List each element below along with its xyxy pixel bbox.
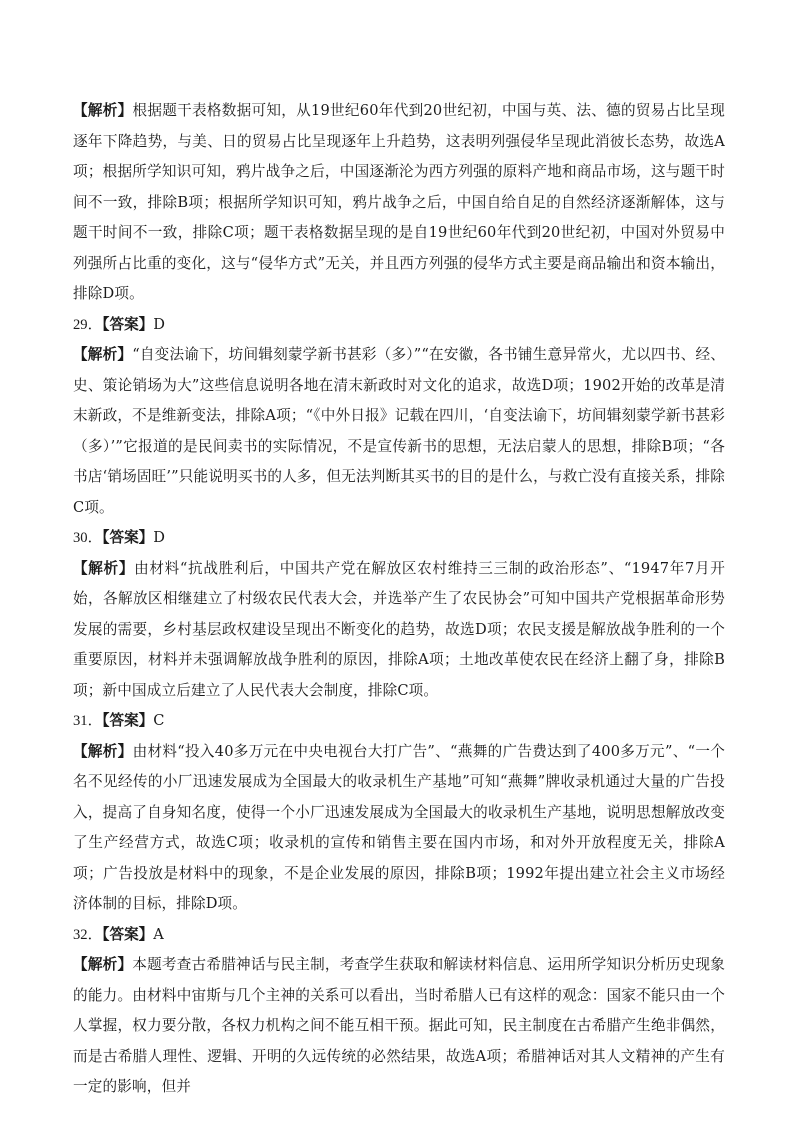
analysis-30	[73, 554, 725, 707]
answer-31	[73, 706, 725, 737]
analysis-29	[73, 340, 725, 523]
analysis-text: 由材料“投入40多万元在中央电视台大打广告”、“燕舞的广告费达到了400多万元”、“一个名不见经传的小厂迅速发展成为全国最大的收录机生产基地”可知“燕舞”牌收录机通过大量的广告投入，提高了自身知名度，使得一个小厂迅速发展成为全国最大的收录机生产基地，说明思想解放改变了生产经营方式，故选C项；收录机的宣传和销售主要在国内市场，和对外开放程度无关，排除A项；广告投放是材料中的现象，不是企业发展的原因，排除B项；1992年提出建立社会主义市场经济体制的目标，排除D项。	[73, 742, 725, 912]
analysis-tag: 【解析】	[73, 102, 133, 119]
answer-tag: 【答案】	[102, 529, 154, 546]
document-page	[73, 96, 725, 1103]
answer-tag: 【答案】	[102, 925, 154, 943]
question-number: 29．	[73, 316, 103, 333]
answer-32	[73, 920, 725, 951]
answer-tag: 【答案】	[102, 712, 154, 729]
answer-tag: 【答案】	[102, 315, 154, 333]
analysis-text: 根据题干表格数据可知，从19世纪60年代到20世纪初，中国与英、法、德的贸易占比呈现逐年下降趋势，与美、日的贸易占比呈现逐年上升趋势，这表明列强侵华呈现此消彼长态势，故选A项；根据所学知识可知，鸦片战争之后，中国逐渐沦为西方列强的原料产地和商品市场，这与题干时间不一致，排除B项；根据所学知识可知，鸦片战争之后，中国自给自足的自然经济逐渐解体，这与题干时间不一致，排除C项；题干表格数据呈现的是自19世纪60年代到20世纪初，中国对外贸易中列强所占比重的变化，这与“侵华方式”无关，并且西方列强的侵华方式主要是商品输出和资本输出，排除D项。	[73, 102, 725, 302]
analysis-text: 由材料“抗战胜利后，中国共产党在解放区农村维持三三制的政治形态”、“1947年7月开始，各解放区相继建立了村级农民代表大会，并选举产生了农民协会”可知中国共产党根据革命形势发展的需要，乡村基层政权建设呈现出不断变化的趋势，故选D项；农民支援是解放战争胜利的一个重要原因，材料并未强调解放战争胜利的原因，排除A项；土地改革使农民在经济上翻了身，排除B项；新中国成立后建立了人民代表大会制度，排除C项。	[73, 559, 725, 699]
answer-value: C	[153, 712, 165, 729]
analysis-text: 本题考查古希腊神话与民主制，考查学生获取和解读材料信息、运用所学知识分析历史现象的能力。由材料中宙斯与几个主神的关系可以看出，当时希腊人已有这样的观念：国家不能只由一个人掌握，权力要分散，各权力机构之间不能互相干预。据此可知，民主制度在古希腊产生绝非偶然，而是古希腊人理性、逻辑、开明的久远传统的必然结果，故选A项；希腊神话对其人文精神的产生有一定的影响，但并	[73, 956, 725, 1095]
question-number: 32．	[73, 926, 103, 943]
analysis-tag: 【解析】	[73, 346, 133, 363]
analysis-32	[73, 950, 725, 1103]
analysis-tag: 【解析】	[73, 956, 133, 973]
analysis-tag: 【解析】	[73, 742, 133, 760]
answer-30	[73, 523, 725, 554]
answer-29	[73, 310, 725, 341]
answer-value: A	[153, 925, 164, 943]
answer-value: D	[153, 315, 165, 333]
question-number: 30．	[73, 530, 103, 546]
answer-value: D	[153, 529, 165, 546]
question-number: 31．	[73, 713, 103, 729]
analysis-28	[73, 96, 725, 310]
analysis-text: “自变法谕下，坊间辑刻蒙学新书甚彩（多）”“在安徽，各书铺生意异常火，尤以四书、经、史、策论销场为大”这些信息说明各地在清末新政时对文化的追求，故选D项；1902开始的改革是清末新政，不是维新变法，排除A项；“《中外日报》记载在四川，‘自变法谕下，坊间辑刻蒙学新书甚彩（多）’”它报道的是民间卖书的实际情况，不是宣传新书的思想，无法启蒙人的思想，排除B项；“各书店‘销场固旺’”只能说明买书的人多，但无法判断其买书的目的是什么，与救亡没有直接关系，排除C项。	[73, 346, 725, 516]
analysis-31	[73, 737, 725, 920]
analysis-tag: 【解析】	[73, 559, 135, 577]
